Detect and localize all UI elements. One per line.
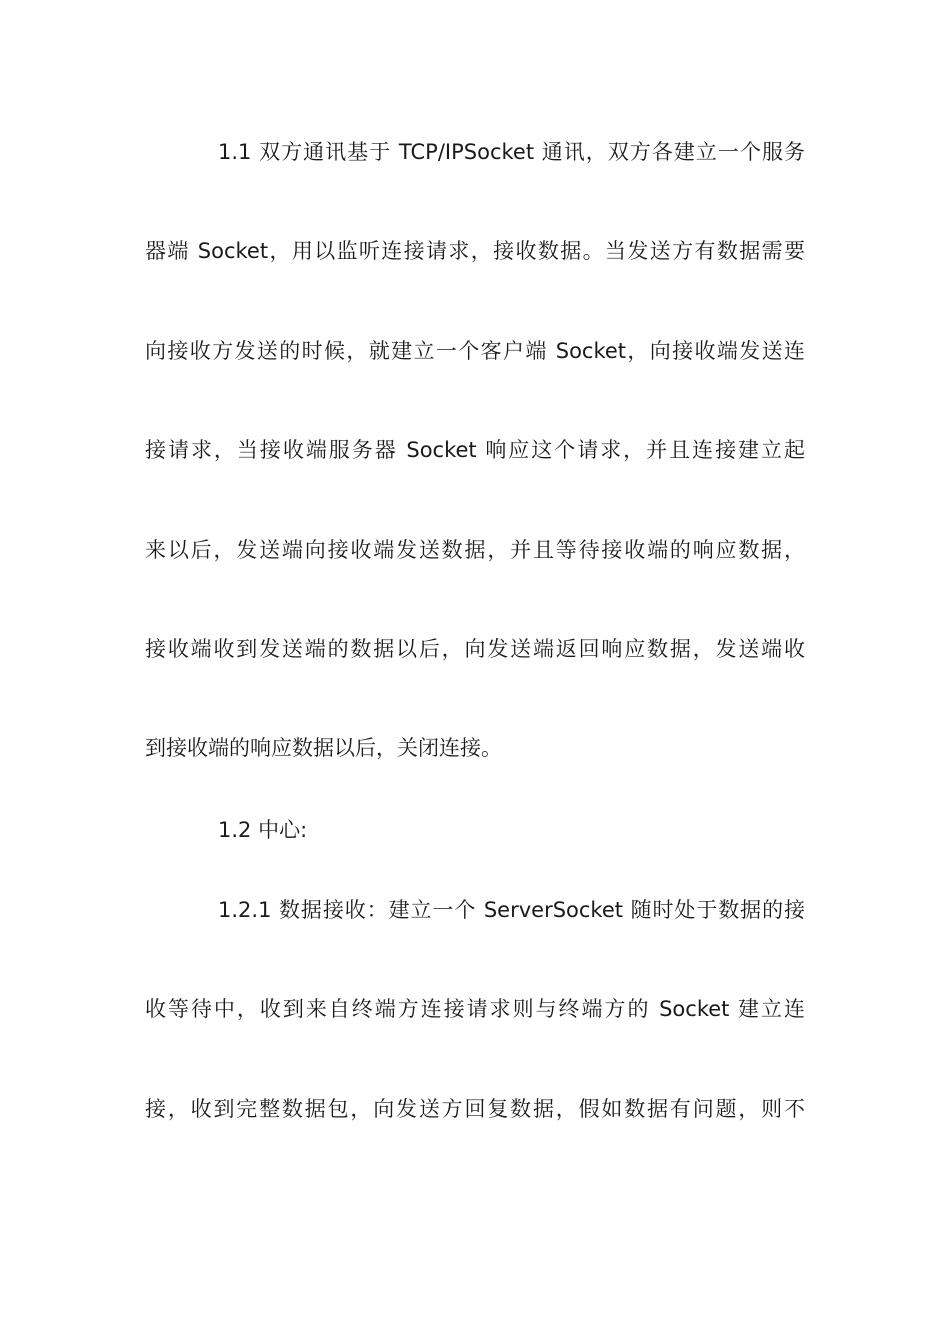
paragraph-line: 接收端收到发送端的数据以后，向发送端返回响应数据，发送端收	[145, 637, 805, 661]
section-heading-1-2: 1.2 中心:	[218, 818, 308, 842]
paragraph-line: 器端 Socket，用以监听连接请求，接收数据。当发送方有数据需要	[145, 239, 805, 263]
paragraph-line: 向接收方发送的时候，就建立一个客户端 Socket，向接收端发送连	[145, 339, 805, 363]
paragraph-line: 收等待中，收到来自终端方连接请求则与终端方的 Socket 建立连	[145, 997, 805, 1021]
paragraph-line: 到接收端的响应数据以后，关闭连接。	[145, 736, 502, 760]
paragraph-line: 来以后，发送端向接收端发送数据，并且等待接收端的响应数据，	[145, 538, 805, 562]
paragraph-line: 1.1 双方通讯基于 TCP/IPSocket 通讯，双方各建立一个服务	[218, 140, 805, 164]
paragraph-line: 1.2.1 数据接收：建立一个 ServerSocket 随时处于数据的接	[218, 898, 805, 922]
paragraph-line: 接请求，当接收端服务器 Socket 响应这个请求，并且连接建立起	[145, 438, 805, 462]
paragraph-line: 接，收到完整数据包，向发送方回复数据，假如数据有问题，则不	[145, 1097, 805, 1121]
